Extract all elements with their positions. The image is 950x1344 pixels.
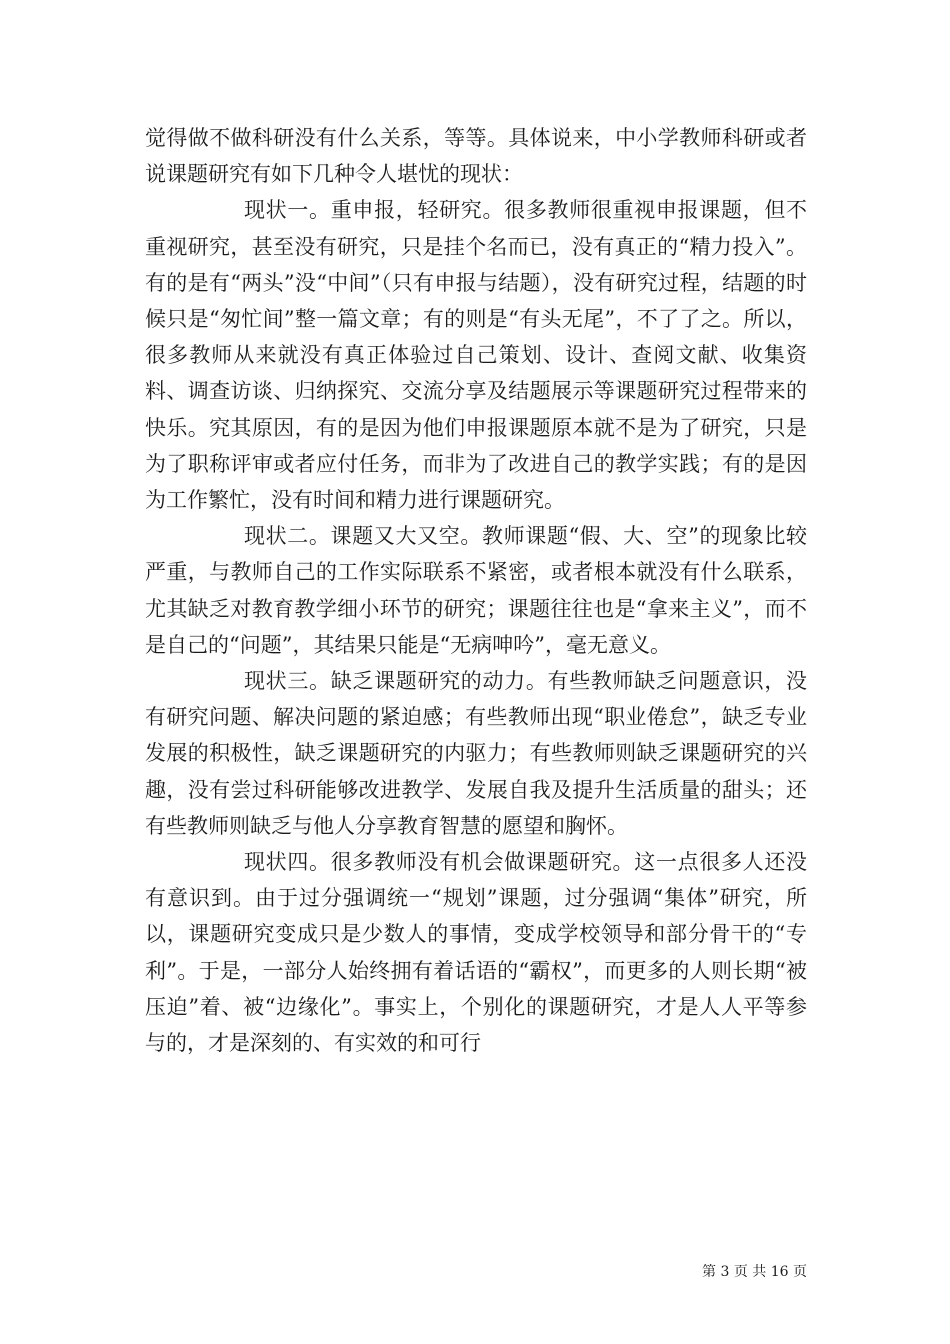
paragraph-intro: 觉得做不做科研没有什么关系，等等。具体说来，中小学教师科研或者说课题研究有如下几种令人堪忧的现状：	[145, 126, 807, 187]
paragraph-status-two: 现状二。课题又大又空。教师课题“假、大、空”的现象比较严重，与教师自己的工作实际联系不紧密，或者根本就没有什么联系，尤其缺乏对教育教学细小环节的研究；课题往往也是“拿来主义”，而不是自己的“问题”，其结果只能是“无病呻吟”，毫无意义。	[145, 524, 807, 657]
paragraph-status-one: 现状一。重申报，轻研究。很多教师很重视申报课题，但不重视研究，甚至没有研究，只是挂个名而已，没有真正的“精力投入”。有的是有“两头”没“中间”（只有申报与结题），没有研究过程，结题的时候只是“匆忙间”整一篇文章；有的则是“有头无尾”，不了了之。所以，很多教师从来就没有真正体验过自己策划、设计、查阅文献、收集资料、调查访谈、归纳探究、交流分享及结题展示等课题研究过程带来的快乐。究其原因，有的是因为他们申报课题原本就不是为了研究，只是为了职称评审或者应付任务，而非为了改进自己的教学实践；有的是因为工作繁忙，没有时间和精力进行课题研究。	[145, 198, 807, 513]
body-text	[145, 120, 807, 1061]
paragraph-status-four: 现状四。很多教师没有机会做课题研究。这一点很多人还没有意识到。由于过分强调统一“规划”课题，过分强调“集体”研究，所以，课题研究变成只是少数人的事情，变成学校领导和部分骨干的“专利”。于是，一部分人始终拥有着话语的“霸权”，而更多的人则长期“被压迫”着、被“边缘化”。事实上，个别化的课题研究，才是人人平等参与的，才是深刻的、有实效的和可行	[145, 850, 807, 1056]
paragraph-status-three: 现状三。缺乏课题研究的动力。有些教师缺乏问题意识，没有研究问题、解决问题的紧迫感；有些教师出现“职业倦怠”，缺乏专业发展的积极性，缺乏课题研究的内驱力；有些教师则缺乏课题研究的兴趣，没有尝过科研能够改进教学、发展自我及提升生活质量的甜头；还有些教师则缺乏与他人分享教育智慧的愿望和胸怀。	[145, 669, 807, 838]
page-number-footer: 第 3 页 共 16 页	[702, 1264, 807, 1280]
